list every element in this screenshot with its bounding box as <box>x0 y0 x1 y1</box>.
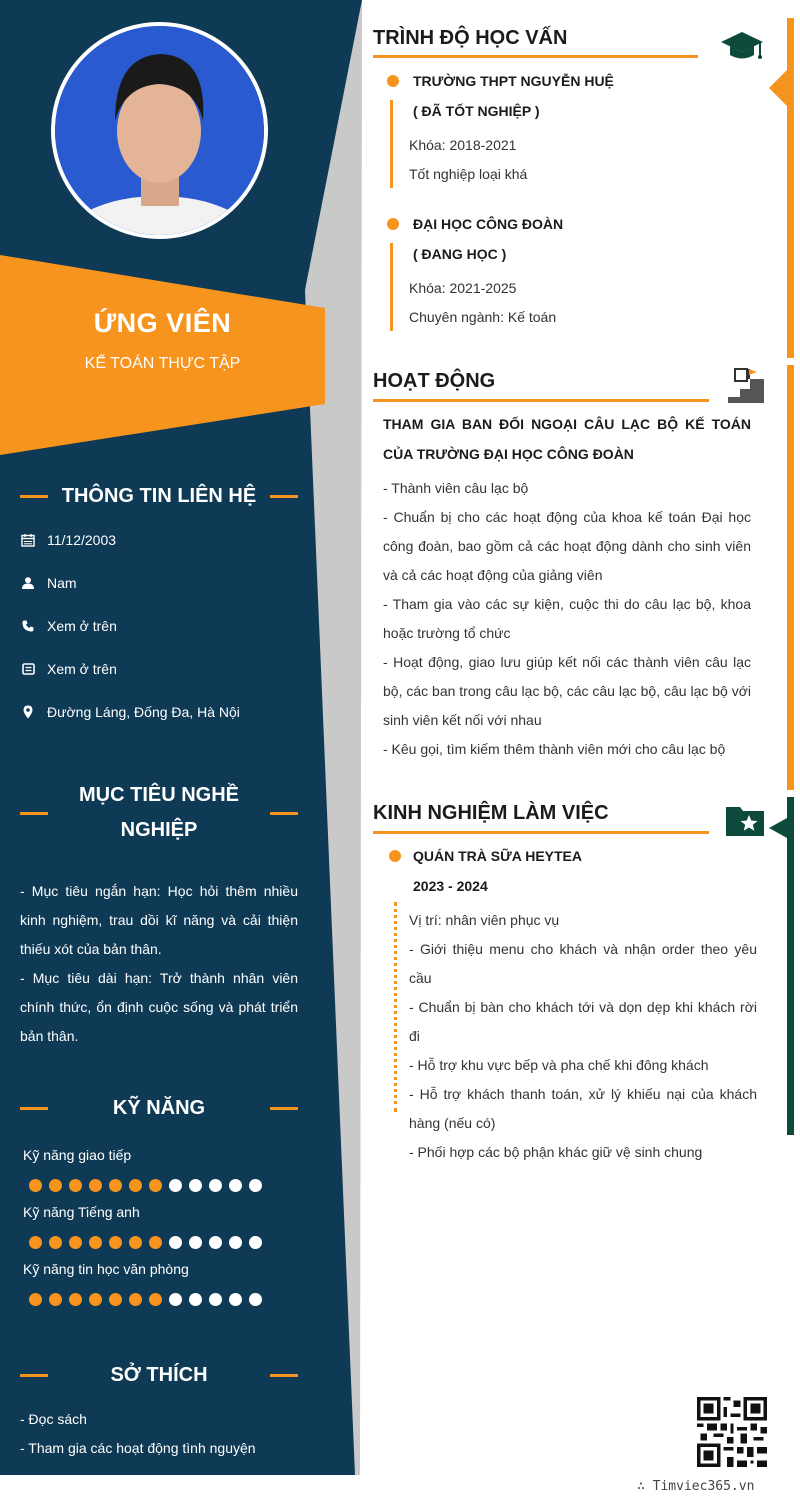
skill-dot-filled <box>49 1179 62 1192</box>
hobbies-heading-text: SỞ THÍCH <box>110 1364 208 1386</box>
work-period: 2023 - 2024 <box>413 878 488 894</box>
school-note: Tốt nghiệp loại khá <box>409 166 528 182</box>
contact-heading <box>20 479 298 514</box>
timeline-bullet <box>387 75 399 87</box>
timeline-dotted-line <box>394 902 397 1112</box>
skill-dot-empty <box>189 1293 202 1306</box>
email-value: Xem ở trên <box>47 661 117 677</box>
skill-dot-filled <box>89 1236 102 1249</box>
school-status: ( ĐANG HỌC ) <box>413 246 507 262</box>
objective-heading-line1: MỤC TIÊU NGHỀ <box>79 784 239 806</box>
contact-phone <box>20 618 117 634</box>
contact-gender <box>20 575 77 591</box>
brand-watermark: ∴ Timviec365.vn <box>637 1479 755 1494</box>
skill-dot-filled <box>149 1236 162 1249</box>
timeline-bullet <box>389 850 401 862</box>
skill-dot-empty <box>169 1293 182 1306</box>
skill-dot-filled <box>149 1293 162 1306</box>
company-name: QUÁN TRÀ SỮA HEYTEA <box>413 848 582 864</box>
hobbies-heading <box>20 1358 298 1393</box>
address-value: Đường Láng, Đống Đa, Hà Nội <box>47 704 240 720</box>
location-icon <box>20 704 36 720</box>
activities-rule <box>373 399 709 402</box>
objective-text: - Mục tiêu ngắn hạn: Học hỏi thêm nhiều kinh nghiệm, trau dồi kĩ năng và cải thiện thiếu xót của bản thân. - Mục tiêu dài hạn: Trở thành nhân viên chính thức, ổn định cuộc sống và phát triển bản thân. <box>20 883 298 1044</box>
gender-value: Nam <box>47 575 77 591</box>
school-name: TRƯỜNG THPT NGUYỄN HUỆ <box>413 73 614 89</box>
school-period: Khóa: 2021-2025 <box>409 280 517 296</box>
skill-dot-filled <box>29 1293 42 1306</box>
skill-rating <box>29 1179 262 1192</box>
skill-rating <box>29 1236 262 1249</box>
skill-dot-filled <box>109 1179 122 1192</box>
skill-dot-filled <box>89 1179 102 1192</box>
skill-dot-empty <box>169 1179 182 1192</box>
skill-dot-filled <box>109 1293 122 1306</box>
skill-label: Kỹ năng tin học văn phòng <box>23 1261 189 1277</box>
qr-code-icon <box>697 1397 767 1467</box>
skill-dot-filled <box>29 1179 42 1192</box>
skill-dot-empty <box>209 1293 222 1306</box>
activity-details: - Thành viên câu lạc bộ - Chuẩn bị cho các hoạt động của khoa kế toán Đại học công đoàn, bao gồm cả các hoạt động dành cho sinh viên và cả các hoạt động của giảng viên - Tham gia vào các sự kiện, cuộc thi do câu lạc bộ, khoa hoặc trường tổ chức - Hoạt động, giao lưu giúp kết nối các thành viên câu lạc bộ, các ban trong câu lạc bộ, các câu lạc bộ, câu lạc bộ với sinh viên kết nối với nhau - Kêu gọi, tìm kiếm thêm thành viên mới cho câu lạc bộ <box>383 480 751 757</box>
school-name: ĐẠI HỌC CÔNG ĐOÀN <box>413 216 564 232</box>
heading-dash <box>20 1374 48 1377</box>
contact-email <box>20 661 117 677</box>
experience-details: Vị trí: nhân viên phục vụ - Giới thiệu menu cho khách và nhận order theo yêu cầu - Chuẩn bị bàn cho khách tới và dọn dẹp khi khách rời đi - Hỗ trợ khu vực bếp và pha chế khi đông khách - Hỗ trợ khách thanh toán, xử lý khiếu nại của khách hàng (nếu có) - Phối hợp các bộ phận khác giữ vệ sinh chung <box>409 912 757 1160</box>
email-icon <box>20 661 36 677</box>
activity-title: THAM GIA BAN ĐỐI NGOẠI CÂU LẠC BỘ KẾ TOÁN CỦA TRƯỜNG ĐẠI HỌC CÔNG ĐOÀN <box>383 416 751 462</box>
timeline-bullet <box>387 218 399 230</box>
skill-dot-filled <box>69 1179 82 1192</box>
heading-dash <box>270 1107 298 1110</box>
skill-dot-empty <box>209 1236 222 1249</box>
skill-dot-empty <box>189 1179 202 1192</box>
education-heading: TRÌNH ĐỘ HỌC VẤN <box>373 27 568 49</box>
skills-heading <box>20 1091 298 1126</box>
skill-dot-filled <box>69 1236 82 1249</box>
skill-label: Kỹ năng Tiếng anh <box>23 1204 140 1220</box>
skill-dot-filled <box>49 1293 62 1306</box>
stairs-icon <box>727 366 765 409</box>
skill-rating <box>29 1293 262 1306</box>
skill-dot-filled <box>129 1293 142 1306</box>
timeline-line <box>390 100 393 188</box>
skill-dot-filled <box>89 1293 102 1306</box>
timeline-line <box>390 243 393 331</box>
hobby-item: - Đọc sách <box>20 1411 87 1427</box>
calendar-icon <box>20 532 36 548</box>
skill-dot-filled <box>29 1236 42 1249</box>
skill-dot-empty <box>249 1179 262 1192</box>
user-icon <box>20 575 36 591</box>
heading-dash <box>20 495 48 498</box>
phone-icon <box>20 618 36 634</box>
skill-label: Kỹ năng giao tiếp <box>23 1147 132 1163</box>
skill-dot-empty <box>209 1179 222 1192</box>
candidate-name: ỨNG VIÊN <box>93 308 232 338</box>
skill-dot-filled <box>69 1293 82 1306</box>
skill-dot-filled <box>109 1236 122 1249</box>
skill-dot-empty <box>249 1293 262 1306</box>
skill-dot-filled <box>49 1236 62 1249</box>
experience-rule <box>373 831 709 834</box>
skill-dot-empty <box>229 1293 242 1306</box>
avatar <box>51 22 268 239</box>
contact-heading-text: THÔNG TIN LIÊN HỆ <box>61 485 257 507</box>
contact-birthday <box>20 532 116 548</box>
education-rule <box>373 55 698 58</box>
skill-dot-empty <box>169 1236 182 1249</box>
objective-heading-text <box>48 778 270 848</box>
skills-heading-text: KỸ NĂNG <box>112 1097 206 1119</box>
activities-heading: HOẠT ĐỘNG <box>373 370 496 392</box>
heading-dash <box>20 1107 48 1110</box>
hobby-item: - Tham gia các hoạt động tình nguyện <box>20 1440 256 1456</box>
school-status: ( ĐÃ TỐT NGHIỆP ) <box>413 103 540 119</box>
heading-dash <box>270 1374 298 1377</box>
school-note: Chuyên ngành: Kế toán <box>409 309 557 325</box>
birthday-value: 11/12/2003 <box>47 532 117 548</box>
skill-dot-filled <box>129 1179 142 1192</box>
heading-dash <box>270 495 298 498</box>
skill-dot-empty <box>189 1236 202 1249</box>
skill-dot-empty <box>229 1236 242 1249</box>
heading-dash <box>20 812 48 815</box>
skill-dot-filled <box>129 1236 142 1249</box>
heading-dash <box>270 812 298 815</box>
experience-heading: KINH NGHIỆM LÀM VIỆC <box>373 802 609 824</box>
graduation-cap-icon <box>720 30 764 69</box>
skill-dot-filled <box>149 1179 162 1192</box>
objective-heading-line2: NGHIỆP <box>120 819 198 841</box>
folder-star-icon <box>725 803 765 842</box>
school-period: Khóa: 2018-2021 <box>409 137 517 153</box>
objective-heading <box>20 778 298 848</box>
contact-address <box>20 704 240 720</box>
candidate-position: KẾ TOÁN THỰC TẬP <box>84 355 241 372</box>
skill-dot-empty <box>229 1179 242 1192</box>
skill-dot-empty <box>249 1236 262 1249</box>
phone-value: Xem ở trên <box>47 618 117 634</box>
